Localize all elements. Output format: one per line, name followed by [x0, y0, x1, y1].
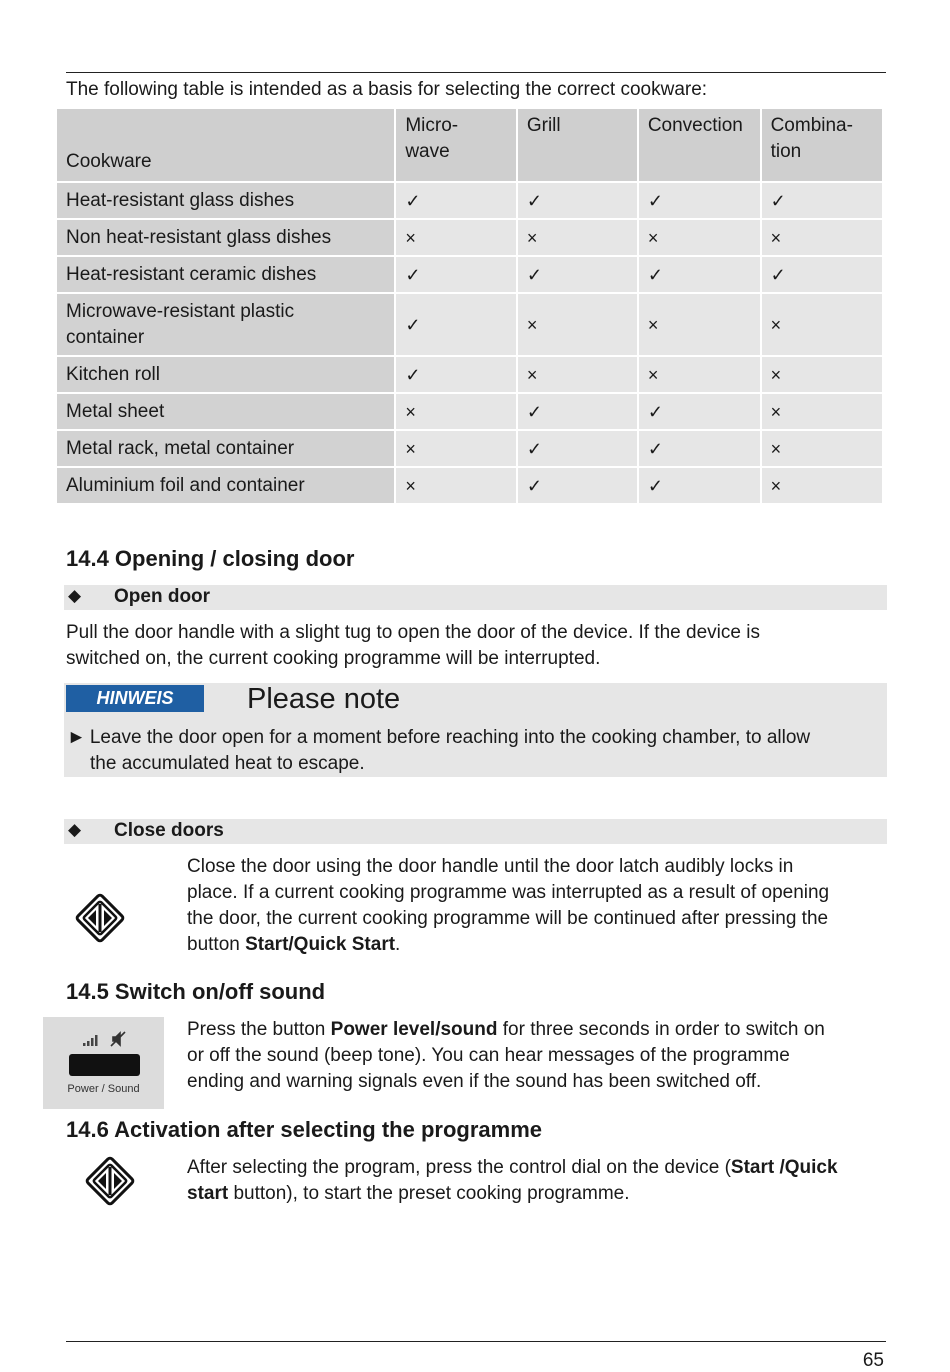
mark-cell: ✓	[639, 468, 762, 505]
open-door-label: Open door	[114, 586, 211, 607]
mark-cell: ✓	[396, 294, 518, 357]
mark-cell: ×	[396, 431, 518, 468]
mark-cell: ×	[396, 394, 518, 431]
page-number: 65	[862, 1350, 884, 1371]
close-doors-bar	[64, 819, 887, 844]
section-heading-14-5: 14.5 Switch on/off sound	[66, 979, 326, 1004]
row-name: Kitchen roll	[57, 357, 396, 394]
mark-cell: ×	[396, 220, 518, 257]
mark-cell: ×	[762, 294, 884, 357]
cookware-table	[57, 109, 884, 505]
table-row	[57, 257, 884, 294]
mark-cell: ×	[762, 394, 884, 431]
bottom-rule	[66, 1341, 886, 1342]
section-heading-14-4: 14.4 Opening / closing door	[66, 546, 355, 571]
mark-cell: ×	[762, 220, 884, 257]
row-name: Metal rack, metal container	[57, 431, 396, 468]
mark-cell: ✓	[639, 257, 762, 294]
mark-cell: ×	[762, 357, 884, 394]
note-title: Please note	[247, 683, 401, 715]
mark-cell: ×	[396, 468, 518, 505]
start-dial-icon	[84, 1155, 136, 1207]
close-doors-label: Close doors	[114, 820, 224, 841]
table-row	[57, 468, 884, 505]
mark-cell: ×	[639, 294, 762, 357]
table-header-row	[57, 109, 884, 183]
mark-cell: ✓	[396, 183, 518, 220]
power-sound-label: Power / Sound	[67, 1083, 140, 1095]
arrow-right-icon: ►	[67, 727, 86, 748]
mark-cell: ×	[518, 357, 639, 394]
mark-cell: ✓	[518, 257, 639, 294]
header-microwave: Micro- wave	[396, 109, 518, 183]
mark-cell: ×	[762, 468, 884, 505]
mark-cell: ×	[639, 357, 762, 394]
header-combination: Combina- tion	[762, 109, 884, 183]
close-doors-text: Close the door using the door handle until the door latch audibly locks in place. If a current cooking programme was interrupted as a result of opening the door, the current cooking programme will be continued after pressing the button Start/Quick Start.	[187, 856, 830, 955]
note-box	[64, 683, 887, 777]
intro-text: The following table is intended as a basis for selecting the correct cookware:	[66, 79, 708, 100]
open-door-bar	[64, 585, 887, 610]
mark-cell: ×	[639, 220, 762, 257]
table-row	[57, 220, 884, 257]
row-name: Heat-resistant ceramic dishes	[57, 257, 396, 294]
table-row	[57, 183, 884, 220]
mark-cell: ✓	[518, 394, 639, 431]
mark-cell: ✓	[518, 468, 639, 505]
open-door-text: Pull the door handle with a slight tug to open the door of the device. If the device is switched on, the current cooking programme will be interrupted.	[66, 622, 760, 669]
mark-cell: ✓	[639, 431, 762, 468]
row-name: Heat-resistant glass dishes	[57, 183, 396, 220]
diamond-bullet-icon: ◆	[68, 820, 82, 839]
mark-cell: ✓	[518, 431, 639, 468]
row-name: Aluminium foil and container	[57, 468, 396, 505]
row-name: Microwave-resistant plastic container	[57, 294, 396, 357]
table-row	[57, 294, 884, 357]
table-row	[57, 431, 884, 468]
mark-cell: ×	[762, 431, 884, 468]
row-name: Non heat-resistant glass dishes	[57, 220, 396, 257]
header-grill: Grill	[518, 109, 639, 183]
power-sound-button-image	[43, 1017, 164, 1109]
row-name: Metal sheet	[57, 394, 396, 431]
sound-text: Press the button Power level/sound for three seconds in order to switch on or off the sound (beep tone). You can hear messages of the programme ending and warning signals even if the sound has been switched off.	[187, 1019, 825, 1092]
note-text: ► Leave the door open for a moment before reaching into the cooking chamber, to allow the accumulated heat to escape.	[67, 727, 811, 774]
diamond-bullet-icon: ◆	[68, 586, 82, 605]
table-row	[57, 357, 884, 394]
header-convection: Convection	[639, 109, 762, 183]
section-heading-14-6: 14.6 Activation after selecting the programme	[66, 1117, 542, 1142]
activation-text: After selecting the program, press the control dial on the device (Start /Quick start button), to start the preset cooking programme.	[187, 1157, 838, 1204]
top-rule	[66, 72, 886, 73]
table-row	[57, 394, 884, 431]
hinweis-badge: HINWEIS	[66, 685, 204, 712]
mark-cell: ✓	[762, 257, 884, 294]
door-dial-icon	[74, 892, 126, 944]
mark-cell: ✓	[396, 257, 518, 294]
mark-cell: ✓	[518, 183, 639, 220]
mark-cell: ✓	[639, 183, 762, 220]
mark-cell: ✓	[396, 357, 518, 394]
mark-cell: ×	[518, 220, 639, 257]
mark-cell: ×	[518, 294, 639, 357]
header-cookware: Cookware	[57, 109, 396, 183]
mark-cell: ✓	[762, 183, 884, 220]
mark-cell: ✓	[639, 394, 762, 431]
